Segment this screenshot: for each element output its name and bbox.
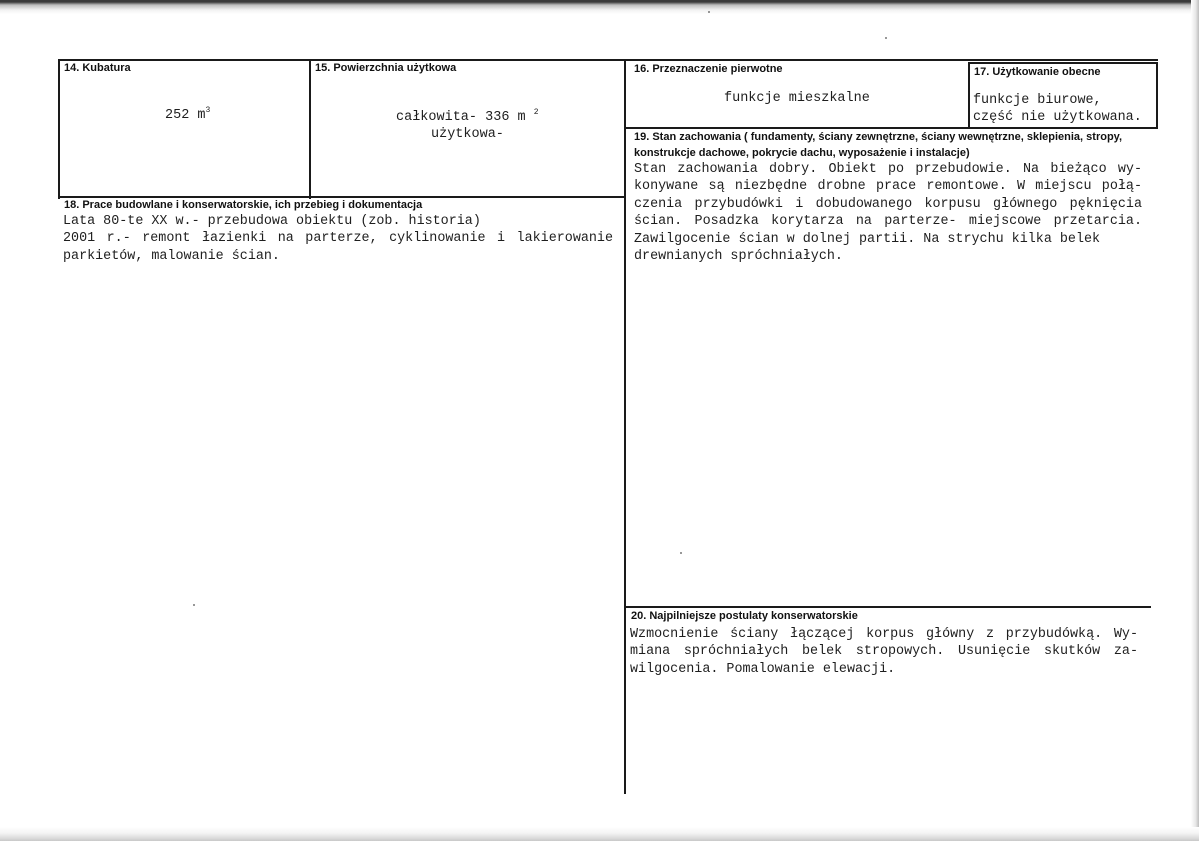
przeznaczenie-value: funkcje mieszkalne xyxy=(724,91,870,106)
powierzchnia-label: 15. Powierzchnia użytkowa xyxy=(315,62,457,74)
form-top-rule xyxy=(58,59,1158,61)
stan-line: konywane są niezbędne drobne prace remontowe. W miejscu połą- xyxy=(634,179,1142,195)
stan-label-line2: konstrukcje dachowe, pokrycie dachu, wyposażenie i instalacje) xyxy=(634,147,970,159)
scan-speck xyxy=(680,552,682,554)
powierzchnia-calkowita: całkowita- 336 m $^2$ xyxy=(396,108,539,125)
rule-above-20 xyxy=(626,606,1151,608)
prace-label: 18. Prace budowlane i konserwatorskie, ich przebieg i dokumentacja xyxy=(64,199,423,211)
powierzchnia-uzytkowa: użytkowa- xyxy=(431,127,504,142)
stan-line: ścian. Posadzka korytarza na parterze- miejscowe przetarcia. xyxy=(634,214,1142,230)
scan-speck xyxy=(708,11,710,13)
scan-speck xyxy=(885,37,887,39)
prace-text xyxy=(63,213,613,265)
divider-16-17 xyxy=(968,62,970,128)
cubic-exponent: 3 xyxy=(205,106,211,115)
stan-line: Stan zachowania dobry. Obiekt po przebudowie. Na bieżąco wy- xyxy=(634,162,1142,177)
stan-line: drewnianych spróchniałych. xyxy=(634,249,843,265)
prace-line: parkietów, malowanie ścian. xyxy=(63,248,280,264)
postulaty-line: wilgocenia. Pomalowanie elewacji. xyxy=(630,661,896,677)
rule-above-18 xyxy=(58,196,626,198)
kubatura-value: 252 $m^3$ xyxy=(165,106,211,123)
uzytkowanie-line: część nie użytkowana. xyxy=(973,110,1142,126)
form-left-rule xyxy=(58,59,60,199)
uzytkowanie-value xyxy=(973,92,1153,127)
postulaty-line: Wzmocnienie ściany łączącej korpus główny z przybudówką. Wy- xyxy=(630,627,1138,642)
box-17-right-rule xyxy=(1156,62,1158,128)
center-divider xyxy=(624,59,626,794)
stan-text xyxy=(634,161,1142,265)
kubatura-label: 14. Kubatura xyxy=(64,62,131,74)
rule-above-19 xyxy=(626,127,1158,129)
stan-line: czenia przybudówki i dobudowanego korpusu głównego pęknięcia xyxy=(634,196,1142,212)
divider-14-15 xyxy=(309,59,311,199)
scan-edge-bottom xyxy=(0,827,1199,841)
uzytkowanie-label: 17. Użytkowanie obecne xyxy=(974,66,1101,78)
postulaty-label: 20. Najpilniejsze postulaty konserwatorskie xyxy=(631,610,858,622)
box-17-top-rule xyxy=(968,62,1158,64)
stan-label-line1: 19. Stan zachowania ( fundamenty, ściany zewnętrzne, ściany wewnętrzne, sklepienia, stropy, xyxy=(634,131,1123,143)
postulaty-line: miana spróchniałych belek stropowych. Usunięcie skutków za- xyxy=(630,644,1138,660)
prace-line: 2001 r.- remont łazienki na parterze, cyklinowanie i lakierowanie xyxy=(63,231,613,247)
scan-edge-top xyxy=(0,0,1199,14)
square-exponent: 2 xyxy=(533,108,539,117)
stan-line: Zawilgocenie ścian w dolnej partii. Na strychu kilka belek xyxy=(634,231,1101,247)
scan-edge-right xyxy=(1191,0,1199,841)
uzytkowanie-line: funkcje biurowe, xyxy=(973,93,1102,108)
prace-line: Lata 80-te XX w.- przebudowa obiektu (zob. historia) xyxy=(63,214,481,229)
przeznaczenie-label: 16. Przeznaczenie pierwotne xyxy=(634,63,783,75)
postulaty-text xyxy=(630,626,1138,678)
scan-speck xyxy=(193,604,195,606)
